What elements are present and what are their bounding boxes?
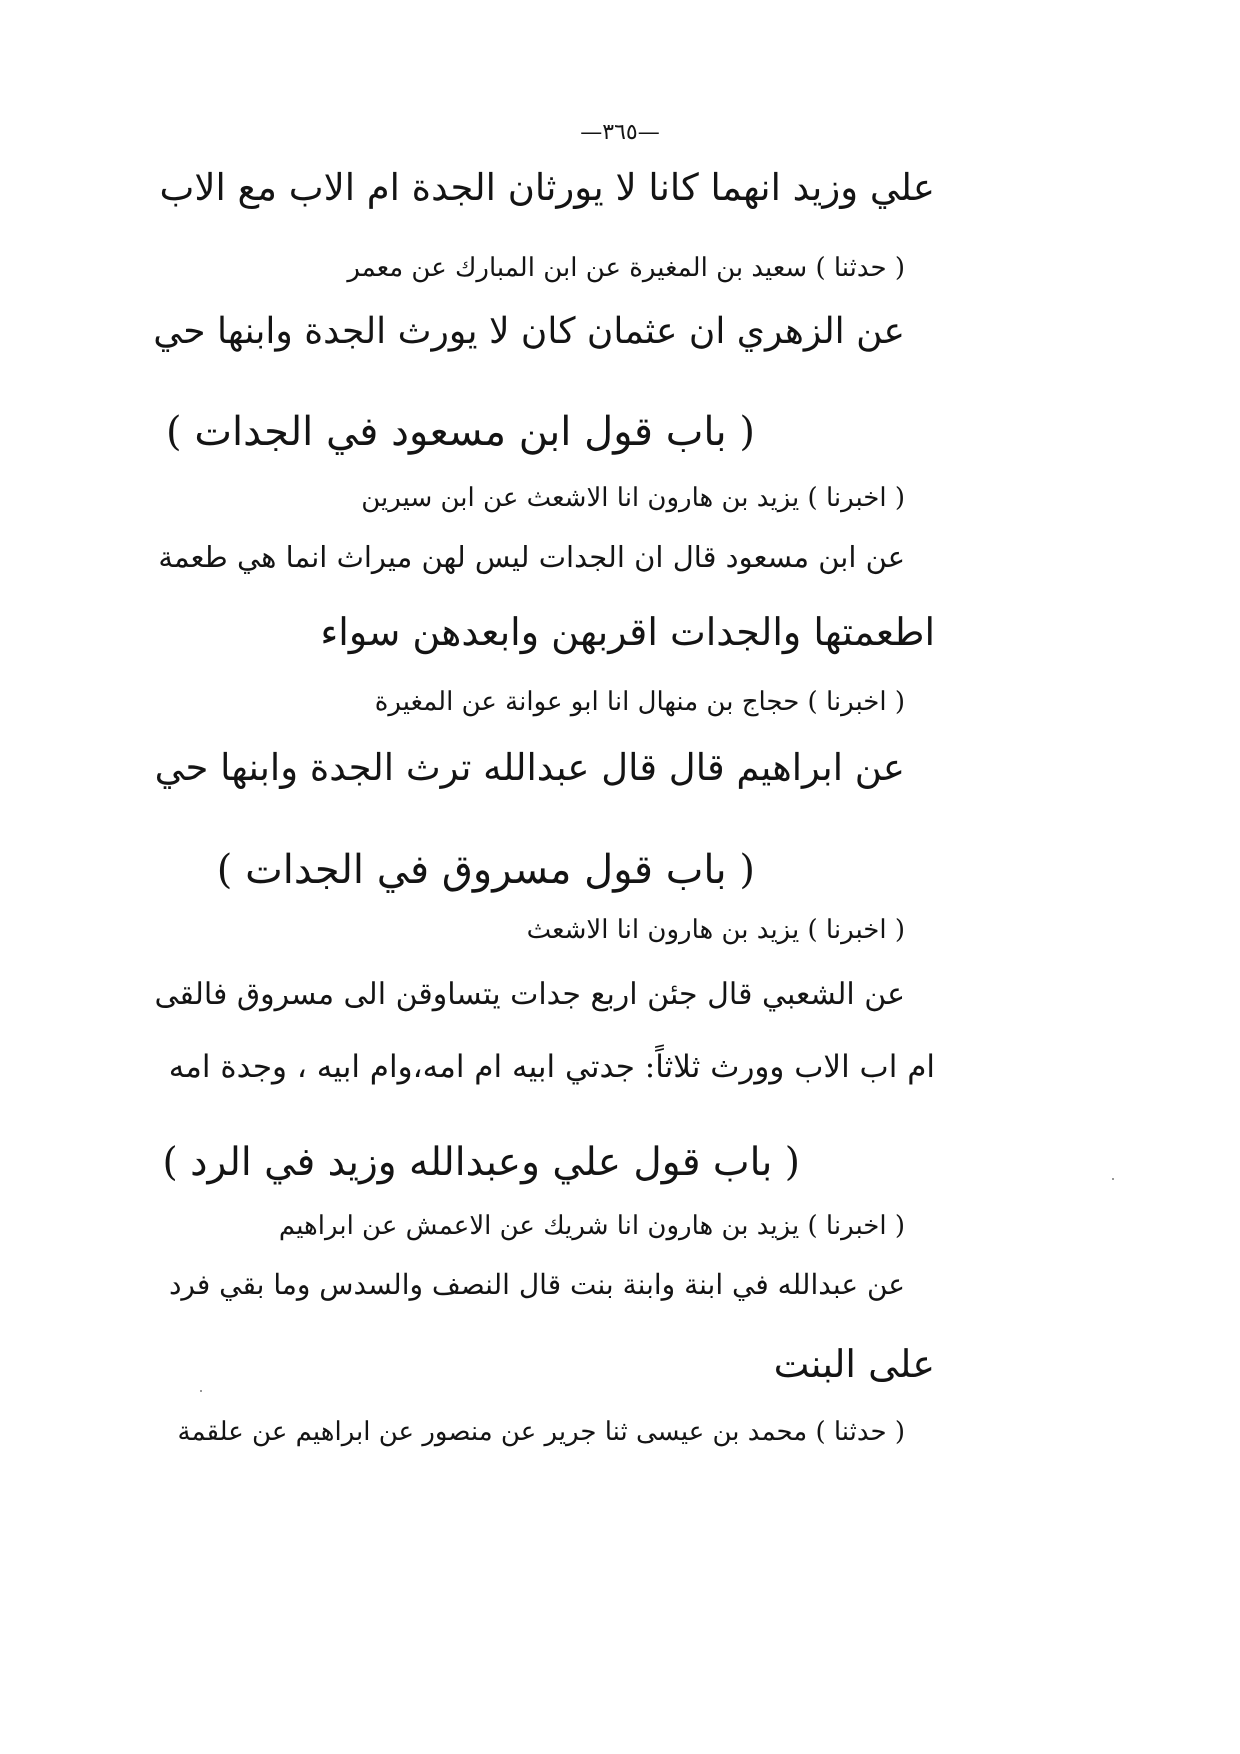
text-line-17: على البنت: [773, 1342, 935, 1386]
text-line-3: عن الزهري ان عثمان كان لا يورث الجدة وابنها حي: [153, 311, 905, 352]
text-line-6: عن ابن مسعود قال ان الجدات ليس لهن ميراث انما هي طعمة: [158, 540, 905, 574]
chapter-heading-2: ( باب قول مسروق في الجدات ): [216, 847, 755, 893]
isnad-line-11: ( اخبرنا ) يزيد بن هارون انا الاشعث: [526, 915, 905, 945]
page-number: —٣٦٥—: [580, 120, 660, 145]
text-line-13: ام اب الاب وورث ثلاثاً: جدتي ابيه ام امه،وام ابيه ، وجدة امه: [168, 1049, 935, 1085]
chapter-heading-1: ( باب قول ابن مسعود في الجدات ): [166, 409, 755, 455]
text-line-9: عن ابراهيم قال قال عبدالله ترث الجدة وابنها حي: [154, 746, 905, 789]
scan-speck: [200, 1390, 202, 1392]
chapter-heading-3: ( باب قول علي وعبدالله وزيد في الرد ): [162, 1140, 800, 1185]
scan-speck: [1112, 1178, 1114, 1180]
text-line-12: عن الشعبي قال جئن اربع جدات يتساوقن الى مسروق فالقى: [154, 977, 905, 1012]
text-line-16: عن عبدالله في ابنة وابنة بنت قال النصف والسدس وما بقي فرد: [168, 1268, 905, 1301]
text-line-1: علي وزيد انهما كانا لا يورثان الجدة ام الاب مع الاب: [159, 166, 935, 209]
text-line-7: اطعمتها والجدات اقربهن وابعدهن سواء: [320, 610, 935, 654]
isnad-line-15: ( اخبرنا ) يزيد بن هارون انا شريك عن الاعمش عن ابراهيم: [278, 1211, 905, 1241]
isnad-line-2: ( حدثنا ) سعيد بن المغيرة عن ابن المبارك عن معمر: [347, 253, 905, 283]
isnad-line-18: ( حدثنا ) محمد بن عيسى ثنا جرير عن منصور عن ابراهيم عن علقمة: [177, 1417, 905, 1447]
isnad-line-8: ( اخبرنا ) حجاج بن منهال انا ابو عوانة عن المغيرة: [374, 687, 905, 717]
isnad-line-5: ( اخبرنا ) يزيد بن هارون انا الاشعث عن ابن سيرين: [361, 483, 905, 513]
